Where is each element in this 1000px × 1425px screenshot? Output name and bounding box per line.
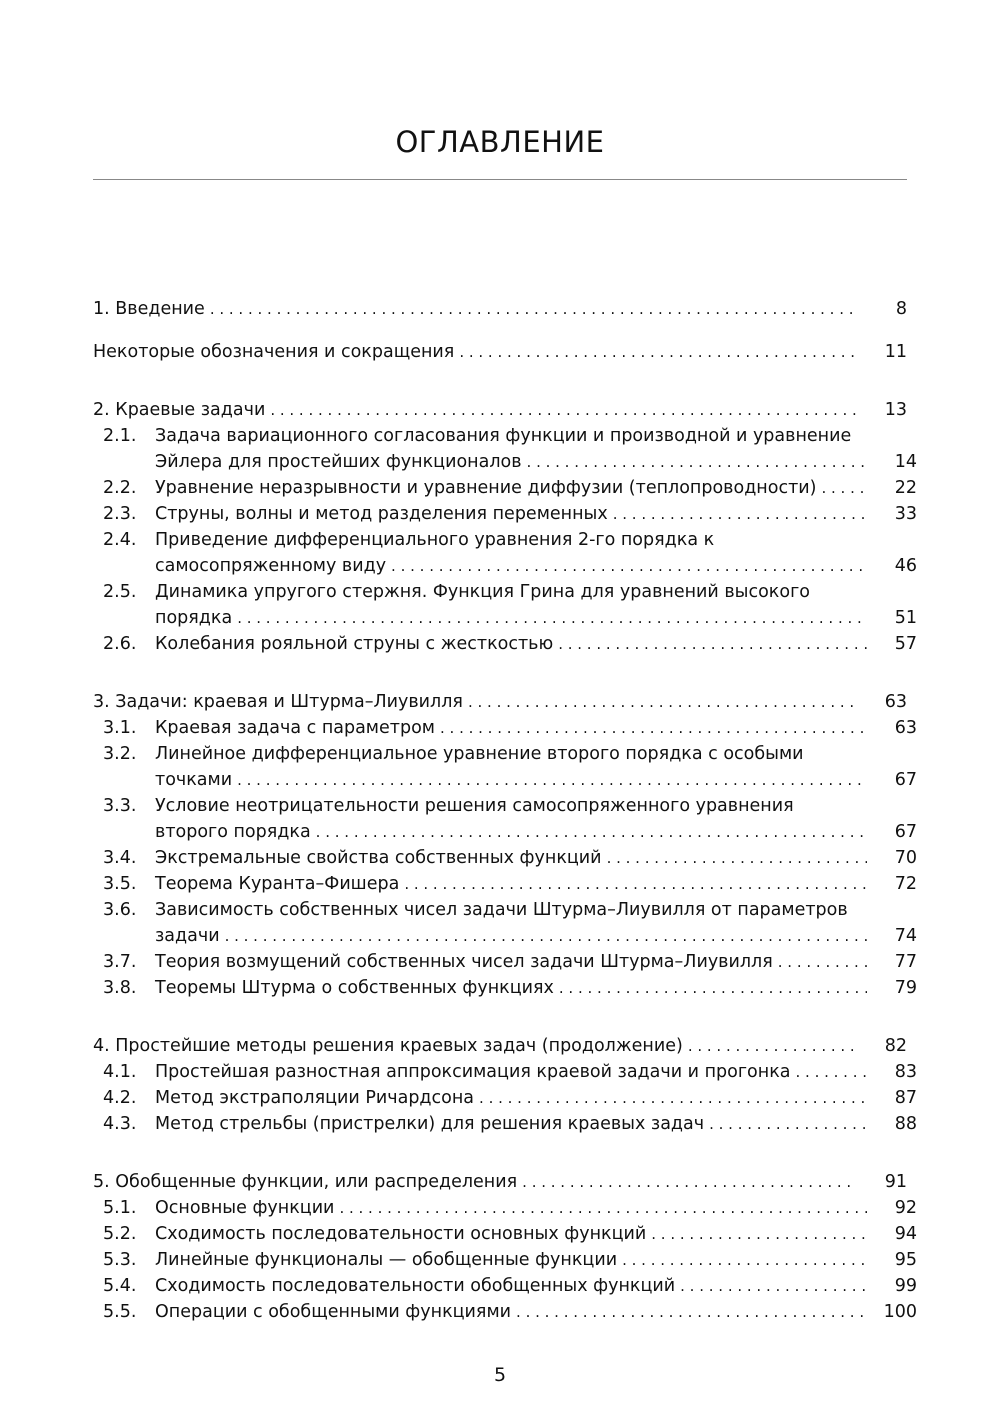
toc-entry-title: самосопряженному виду xyxy=(155,556,387,576)
toc-entry-title: Обобщенные функции, или распределения xyxy=(115,1172,518,1192)
toc-entry-title: Краевые задачи xyxy=(115,400,266,420)
toc-line xyxy=(93,397,907,423)
toc-entry-title: Уравнение неразрывности и уравнение диффузии (теплопроводности) xyxy=(155,478,817,498)
toc-entry-number: 3.8. xyxy=(103,978,137,998)
toc-line xyxy=(103,949,917,975)
toc-entry-title: Метод стрельбы (пристрелки) для решения краевых задач xyxy=(155,1114,705,1134)
toc-leader-dots xyxy=(778,949,867,975)
toc-page-number: 33 xyxy=(894,504,917,524)
toc-entry-title: Сходимость последовательности основных функций xyxy=(155,1224,647,1244)
toc-page-number: 91 xyxy=(884,1172,907,1192)
toc-section-entry[interactable] xyxy=(93,715,917,741)
toc-page-number: 83 xyxy=(894,1062,917,1082)
toc-entry-number: 3. xyxy=(93,692,116,712)
toc-page-number: 72 xyxy=(894,874,917,894)
toc-entry-title: порядка xyxy=(155,608,233,628)
toc-leader-dots xyxy=(237,605,867,631)
toc-section-entry[interactable] xyxy=(93,1273,917,1299)
toc-leader-dots xyxy=(709,1111,867,1137)
toc-entry-number: 5.2. xyxy=(103,1224,137,1244)
toc-section-entry[interactable] xyxy=(93,1247,917,1273)
toc-page-number: 74 xyxy=(894,926,917,946)
toc-section-entry[interactable] xyxy=(93,897,917,949)
toc-leader-dots xyxy=(270,397,857,423)
toc-line xyxy=(103,631,917,657)
toc-entry-title: Теоремы Штурма о собственных функциях xyxy=(155,978,554,998)
toc-page-number: 95 xyxy=(894,1250,917,1270)
toc-leader-dots xyxy=(468,689,857,715)
toc-line xyxy=(103,1111,917,1137)
toc-leader-dots xyxy=(516,1299,867,1325)
toc-line xyxy=(103,923,917,949)
toc-leader-dots xyxy=(339,1195,867,1221)
toc-entry-title: Теория возмущений собственных чисел задачи Штурма–Лиувилля xyxy=(155,952,773,972)
toc-entry-number: 3.1. xyxy=(103,718,137,738)
toc-line xyxy=(103,501,917,527)
toc-line xyxy=(103,1085,917,1111)
toc-page-number: 11 xyxy=(884,342,907,362)
toc-line xyxy=(103,423,917,449)
toc-entry-title: Приведение дифференциального уравнения 2-го порядка к xyxy=(155,530,715,550)
toc-chapter-entry[interactable] xyxy=(93,339,907,365)
toc-page-number: 57 xyxy=(894,634,917,654)
toc-leader-dots xyxy=(559,975,867,1001)
toc-entry-title: Операции с обобщенными функциями xyxy=(155,1302,512,1322)
toc-leader-dots xyxy=(522,1169,857,1195)
toc-leader-dots xyxy=(622,1247,867,1273)
toc-entry-title: Экстремальные свойства собственных функций xyxy=(155,848,602,868)
toc-entry-title: Динамика упругого стержня. Функция Грина для уравнений высокого xyxy=(155,582,810,602)
toc-entry-number: 3.6. xyxy=(103,900,137,920)
toc-entry-number: 3.2. xyxy=(103,744,137,764)
toc-leader-dots xyxy=(440,715,867,741)
toc-page-number: 88 xyxy=(894,1114,917,1134)
toc-line xyxy=(103,527,917,553)
toc-page-number: 8 xyxy=(895,299,907,319)
toc-entry-title: Задача вариационного согласования функции и производной и уравнение xyxy=(155,426,852,446)
toc-line xyxy=(103,1195,917,1221)
toc-chapter-entry[interactable] xyxy=(93,397,907,423)
toc-entry-number: 4. xyxy=(93,1036,116,1056)
toc-section-entry[interactable] xyxy=(93,1195,917,1221)
toc-leader-dots xyxy=(316,819,867,845)
toc-entry-number: 1. xyxy=(93,299,116,319)
toc-entry-title: Метод экстраполяции Ричардсона xyxy=(155,1088,475,1108)
toc-entry-number: 2.4. xyxy=(103,530,137,550)
toc-page-number: 99 xyxy=(894,1276,917,1296)
toc-chapter-entry[interactable] xyxy=(93,296,907,322)
toc-entry-number: 2.1. xyxy=(103,426,137,446)
toc-page-number: 63 xyxy=(894,718,917,738)
toc-page-number: 79 xyxy=(894,978,917,998)
toc-section-entry[interactable] xyxy=(93,527,917,579)
toc-page-number: 46 xyxy=(894,556,917,576)
toc-page-number: 13 xyxy=(884,400,907,420)
toc-line xyxy=(103,1273,917,1299)
toc-leader-dots xyxy=(821,475,867,501)
toc-page-number: 94 xyxy=(894,1224,917,1244)
toc-chapter-entry[interactable] xyxy=(93,1169,907,1195)
toc-line xyxy=(103,1247,917,1273)
toc-leader-dots xyxy=(558,631,867,657)
toc-leader-dots xyxy=(527,449,867,475)
toc-leader-dots xyxy=(391,553,867,579)
toc-page-number: 82 xyxy=(884,1036,907,1056)
toc-page-number: 92 xyxy=(894,1198,917,1218)
toc-entry-title: Простейшая разностная аппроксимация краевой задачи и прогонка xyxy=(155,1062,791,1082)
toc-section-entry[interactable] xyxy=(93,845,917,871)
toc-page-number: 51 xyxy=(894,608,917,628)
toc-leader-dots xyxy=(459,339,857,365)
toc-entry-number: 3.5. xyxy=(103,874,137,894)
toc-line xyxy=(93,689,907,715)
toc-entry-title: задачи xyxy=(155,926,220,946)
toc-line xyxy=(103,579,917,605)
toc-section-entry[interactable] xyxy=(93,423,917,475)
toc-leader-dots xyxy=(479,1085,867,1111)
toc-line xyxy=(103,605,917,631)
toc-entry-title: Зависимость собственных чисел задачи Штурма–Лиувилля от параметров xyxy=(155,900,848,920)
toc-line xyxy=(103,475,917,501)
toc-entry-number: 2.5. xyxy=(103,582,137,602)
toc-page-number: 63 xyxy=(884,692,907,712)
toc-line xyxy=(103,975,917,1001)
toc-line xyxy=(93,339,907,365)
toc-line xyxy=(93,1169,907,1195)
toc-leader-dots xyxy=(404,871,867,897)
toc-entry-number: 5.5. xyxy=(103,1302,137,1322)
toc-entry-number: 5.1. xyxy=(103,1198,137,1218)
toc-section-entry[interactable] xyxy=(93,793,917,845)
toc-line xyxy=(103,741,917,767)
toc-leader-dots xyxy=(210,296,857,322)
toc-line xyxy=(93,296,907,322)
toc-section-entry[interactable] xyxy=(93,1059,917,1085)
toc-entry-number: 2.2. xyxy=(103,478,137,498)
toc-entry-number: 2. xyxy=(93,400,116,420)
toc-entry-title: второго порядка xyxy=(155,822,311,842)
toc-entry-number: 4.3. xyxy=(103,1114,137,1134)
toc-section-entry[interactable] xyxy=(93,1221,917,1247)
toc-entry-title: Краевая задача с параметром xyxy=(155,718,435,738)
toc-line xyxy=(93,1033,907,1059)
toc-section-entry[interactable] xyxy=(93,871,917,897)
toc-line xyxy=(103,793,917,819)
toc-page-number: 77 xyxy=(894,952,917,972)
toc-page-number: 100 xyxy=(883,1302,917,1322)
toc-section-entry[interactable] xyxy=(93,631,917,657)
toc-entry-number: 3.3. xyxy=(103,796,137,816)
toc-chapter-entry[interactable] xyxy=(93,1033,907,1059)
toc-entry-number: 5.3. xyxy=(103,1250,137,1270)
toc-page-number: 67 xyxy=(894,822,917,842)
toc-section-entry[interactable] xyxy=(93,975,917,1001)
toc-entry-title: Введение xyxy=(115,299,205,319)
toc-section-entry[interactable] xyxy=(93,579,917,631)
toc-section-entry[interactable] xyxy=(93,1085,917,1111)
toc-entry-title: Задачи: краевая и Штурма–Лиувилля xyxy=(115,692,463,712)
toc-line xyxy=(103,845,917,871)
toc-entry-number: 3.4. xyxy=(103,848,137,868)
toc-entry-title: Сходимость последовательности обобщенных функций xyxy=(155,1276,676,1296)
toc-section-entry[interactable] xyxy=(93,741,917,793)
toc-page-number: 70 xyxy=(894,848,917,868)
toc-leader-dots xyxy=(796,1059,868,1085)
toc-leader-dots xyxy=(607,845,867,871)
toc-entry-title: Простейшие методы решения краевых задач (продолжение) xyxy=(115,1036,683,1056)
toc-entry-number: 5.4. xyxy=(103,1276,137,1296)
toc-entry-number: 2.6. xyxy=(103,634,137,654)
page-title: ОГЛАВЛЕНИЕ xyxy=(395,125,605,159)
toc-entry-title: точками xyxy=(155,770,233,790)
toc-line xyxy=(103,449,917,475)
toc-section-entry[interactable] xyxy=(93,949,917,975)
toc-entry-title: Основные функции xyxy=(155,1198,335,1218)
page-number: 5 xyxy=(493,1364,507,1386)
toc-leader-dots xyxy=(680,1273,867,1299)
toc-line xyxy=(103,1299,917,1325)
toc-entry-title: Струны, волны и метод разделения переменных xyxy=(155,504,608,524)
toc-page-number: 67 xyxy=(894,770,917,790)
toc-line xyxy=(103,715,917,741)
toc-line xyxy=(103,767,917,793)
toc-line xyxy=(103,871,917,897)
toc-page-number: 22 xyxy=(894,478,917,498)
toc-entry-title: Условие неотрицательности решения самосопряженного уравнения xyxy=(155,796,794,816)
toc-section-entry[interactable] xyxy=(93,1111,917,1137)
toc-section-entry[interactable] xyxy=(93,1299,917,1325)
toc-page-number: 14 xyxy=(894,452,917,472)
toc-section-entry[interactable] xyxy=(93,501,917,527)
toc-leader-dots xyxy=(651,1221,867,1247)
toc-section-entry[interactable] xyxy=(93,475,917,501)
toc-entry-title: Линейные функционалы — обобщенные функции xyxy=(155,1250,618,1270)
toc-line xyxy=(103,1059,917,1085)
toc-line xyxy=(103,819,917,845)
toc-entry-title: Некоторые обозначения и сокращения xyxy=(93,342,455,362)
toc-entry-number: 4.1. xyxy=(103,1062,137,1082)
toc-line xyxy=(103,897,917,923)
toc-line xyxy=(103,1221,917,1247)
toc-entry-title: Теорема Куранта–Фишера xyxy=(155,874,400,894)
toc-line xyxy=(103,553,917,579)
toc-entry-number: 3.7. xyxy=(103,952,137,972)
toc-entry-title: Колебания рояльной струны с жесткостью xyxy=(155,634,554,654)
toc-chapter-entry[interactable] xyxy=(93,689,907,715)
toc-entry-number: 2.3. xyxy=(103,504,137,524)
toc-entry-title: Эйлера для простейших функционалов xyxy=(155,452,522,472)
toc-entry-title: Линейное дифференциальное уравнение второго порядка с особыми xyxy=(155,744,804,764)
toc-leader-dots xyxy=(688,1033,857,1059)
toc-page-number: 87 xyxy=(894,1088,917,1108)
toc-leader-dots xyxy=(613,501,867,527)
toc-leader-dots xyxy=(225,923,867,949)
toc-entry-number: 5. xyxy=(93,1172,116,1192)
toc-leader-dots xyxy=(237,767,867,793)
toc-entry-number: 4.2. xyxy=(103,1088,137,1108)
